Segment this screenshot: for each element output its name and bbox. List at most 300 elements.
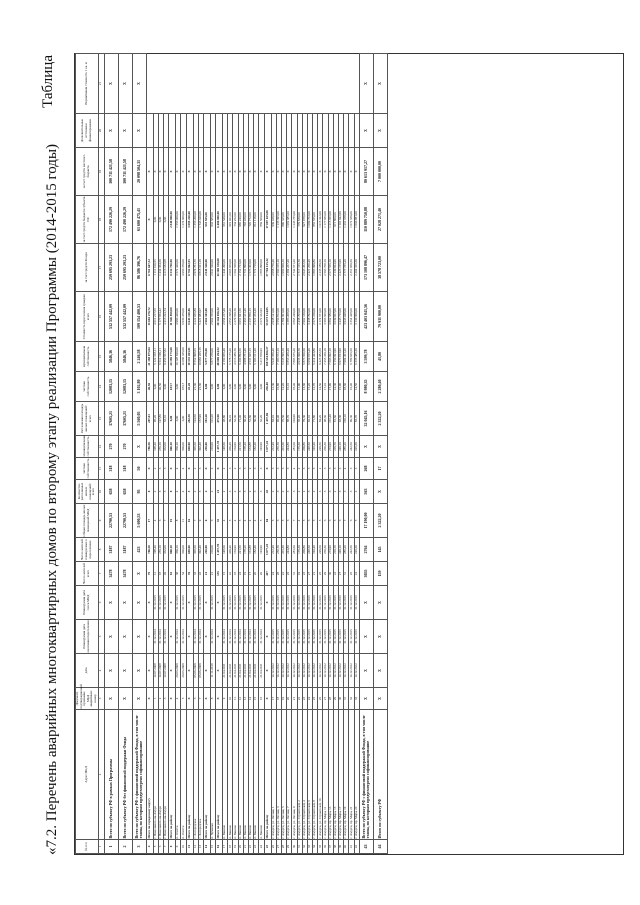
table-cell: 14 <box>249 688 254 710</box>
table-cell: 14.12.2012 <box>313 654 318 688</box>
table-cell: 10 <box>181 840 186 854</box>
table-cell: 4 <box>243 504 248 538</box>
table-cell: 698,00 <box>186 436 193 458</box>
table-cell: 0,00 <box>158 196 163 244</box>
table-cell: 4 616 380,70 <box>233 342 238 372</box>
table-cell: 5 877 270,00 <box>210 342 215 372</box>
table-cell: X <box>264 458 271 480</box>
table-cell: 18 <box>158 562 163 586</box>
table-cell: 7 696 092,10 <box>328 342 333 372</box>
table-cell: 14.12.2012 <box>297 654 302 688</box>
table-cell: 3 <box>243 458 248 480</box>
table-cell: 1 573 303,00 <box>249 244 254 292</box>
table-cell: 35 <box>216 504 223 538</box>
table-cell: 256,48 <box>264 372 271 402</box>
table-cell: 4 531 925,16 <box>249 342 254 372</box>
table-cell: 16 <box>216 840 223 854</box>
table-cell: 3 <box>228 480 233 504</box>
table-cell: 2 <box>313 480 318 504</box>
table-cell: 14.12.2012 <box>287 654 292 688</box>
table-cell: 9 <box>223 688 228 710</box>
table-cell: 4 <box>292 458 297 480</box>
table-cell: 274,90 <box>328 436 333 458</box>
column-header: за счет средств местного бюджета <box>76 148 99 196</box>
table-cell: Итого по району <box>264 710 271 840</box>
table-cell: 3 <box>276 480 281 504</box>
table-cell: 31.12.2014 <box>153 620 158 654</box>
table-cell: 31.12.2016 <box>318 586 323 620</box>
table-cell: 2 005 956,00 <box>228 244 233 292</box>
table-cell: 22 <box>281 562 286 586</box>
table-cell: 332,00 <box>163 436 168 458</box>
table-cell: г. Амурск, пр. Мира, 17 <box>339 710 344 840</box>
table-cell: 1 111 100,55 <box>153 244 158 292</box>
table-cell: 161,88 <box>249 436 254 458</box>
table-cell: 2 <box>302 480 307 504</box>
table-cell: 183,7 <box>181 372 186 402</box>
table-cell: 2 <box>318 458 323 480</box>
table-cell: 3478 <box>104 562 118 586</box>
table-cell: X <box>323 148 328 196</box>
table-cell: 2 <box>249 458 254 480</box>
table-cell: 5 417 819,96 <box>259 342 264 372</box>
table-cell: 14.07.2008 <box>153 654 158 688</box>
table-cell: X <box>359 620 373 654</box>
table-cell: п. Ванино <box>243 710 248 840</box>
table-cell: 3 <box>302 458 307 480</box>
table-cell: X <box>158 148 163 196</box>
table-cell: 5 <box>354 504 359 538</box>
table-cell: 38 <box>176 562 181 586</box>
table-cell: 0,00 <box>176 372 181 402</box>
table-cell: X <box>373 654 387 688</box>
table-cell: 32 <box>302 840 307 854</box>
table-cell: 104,90 <box>292 402 297 436</box>
column-number: 17 <box>98 244 104 292</box>
table-cell: 2 426 155,90 <box>339 244 344 292</box>
table-cell: г. Николаевск-на-Амуре <box>163 710 168 840</box>
table-cell: 285,20 <box>344 538 349 562</box>
table-cell: 193,90 <box>259 538 264 562</box>
table-cell: 21.04.2011 <box>249 654 254 688</box>
column-header: Дополнительные источники финансирования <box>76 114 99 148</box>
table-cell: 2 279 550,70 <box>233 292 238 342</box>
table-cell: 2 <box>354 480 359 504</box>
table-cell: 12 <box>238 688 243 710</box>
table-cell: 720 772,00 <box>249 196 254 244</box>
table-cell: 31.12.2016 <box>313 586 318 620</box>
table-cell: 563 <box>359 480 373 504</box>
column-header: Стоимость переселения граждан: всего <box>76 292 99 342</box>
table-cell: X <box>132 654 146 688</box>
table-cell: 971 800,00 <box>333 196 338 244</box>
table-cell: 14.07.2008 <box>158 654 163 688</box>
table-cell: г. Амурск, пр. Мира, 19 <box>344 710 349 840</box>
table-cell: 31.12.2015 <box>318 620 323 654</box>
table-cell: 8 <box>176 504 181 538</box>
table-cell: 96,20 <box>153 402 158 436</box>
table-cell: X <box>104 586 118 620</box>
table-cell: 4 990 420,00 <box>176 292 181 342</box>
table-cell: 249,10 <box>339 538 344 562</box>
table-cell: п. Ванино <box>259 710 264 840</box>
table-cell: 4 <box>146 840 153 854</box>
column-header: Расселяемая площадь жилых помещений: всего <box>76 402 99 436</box>
table-cell: 40,50 <box>158 372 163 402</box>
table-cell: 40,50 <box>146 372 153 402</box>
column-number: 18 <box>98 196 104 244</box>
column-number: 21 <box>98 54 104 114</box>
table-cell: 5 414 423,80 <box>313 342 318 372</box>
table-cell: 6 <box>158 504 163 538</box>
table-cell: 13,60 <box>302 372 307 402</box>
table-cell: 101,40 <box>328 402 333 436</box>
table-cell: 31.12.2016 <box>349 586 354 620</box>
table-cell: X <box>228 148 233 196</box>
table-cell: 17 <box>249 562 254 586</box>
table-cell: 22 <box>249 840 254 854</box>
table-cell: X <box>264 586 271 620</box>
table-cell: X <box>216 688 223 710</box>
table-cell: 21.04.2011 <box>254 654 259 688</box>
table-cell: 2 <box>210 480 215 504</box>
table-cell: 31.12.2016 <box>323 586 328 620</box>
table-cell: 22790,53 <box>118 504 132 538</box>
table-cell: 5 <box>153 840 158 854</box>
table-cell: X <box>233 148 238 196</box>
table-cell: 43,20 <box>186 372 193 402</box>
table-cell: 42 <box>354 840 359 854</box>
table-cell: 6 <box>349 504 354 538</box>
table-cell: п. Ванино <box>233 710 238 840</box>
table-cell: 1 444 290,00 <box>223 244 228 292</box>
table-cell: г. Амурск, ул. Строителей, 6 <box>307 710 312 840</box>
table-cell: 1 215 956,00 <box>328 196 333 244</box>
table-cell: X <box>287 148 292 196</box>
table-cell: 2 361 969,50 <box>349 244 354 292</box>
table-cell: 29 <box>333 688 338 710</box>
table-cell: 919 021,00 <box>228 196 233 244</box>
table-cell: 5 <box>238 504 243 538</box>
table-cell: 31.12.2016 <box>339 586 344 620</box>
table-cell: 3 354 428,00 <box>349 292 354 342</box>
table-cell: 31.12.2015 <box>297 620 302 654</box>
table-cell: 0,00 <box>259 372 264 402</box>
column-number: 20 <box>98 114 104 148</box>
table-cell: 21,60 <box>193 372 198 402</box>
table-cell: 266,30 <box>323 538 328 562</box>
table-cell: 1 731 890,00 <box>243 244 248 292</box>
table-cell: 14.12.2012 <box>333 654 338 688</box>
table-cell: 6 789 036,50 <box>349 342 354 372</box>
table-cell: 65,20 <box>297 402 302 436</box>
table-cell: 14.07.2008 <box>163 654 168 688</box>
table-cell: X <box>132 114 146 148</box>
table-cell: 242,50 <box>349 436 354 458</box>
table-cell: 33 <box>307 840 312 854</box>
table-cell: 9 643 120,86 <box>186 292 193 342</box>
table-cell: 31.12.2015 <box>349 620 354 654</box>
table-cell: 92 <box>169 562 176 586</box>
table-cell: 7 <box>292 504 297 538</box>
table-cell: 3 572 420,00 <box>176 244 181 292</box>
table-cell: X <box>203 458 210 480</box>
table-cell: 31.12.2014 <box>198 620 203 654</box>
table-cell: с. Богородское <box>198 710 203 840</box>
table-cell: X <box>132 620 146 654</box>
table-cell: 1 245 755,00 <box>292 196 297 244</box>
table-cell: Итого по субъекту РФ <box>373 710 387 840</box>
table-cell: 287,01 <box>146 402 153 436</box>
table-cell: 14.12.2012 <box>354 654 359 688</box>
table-cell: 5 <box>228 504 233 538</box>
table-cell: 318 <box>104 458 118 480</box>
table-cell: 80 613 917,27 <box>359 148 373 196</box>
table-cell: X <box>302 148 307 196</box>
table-cell: 14.12.2012 <box>281 654 286 688</box>
table-cell: 5 106 311,20 <box>254 342 259 372</box>
table-cell: г. Амурск, ул. Строителей, 8 <box>313 710 318 840</box>
table-cell: 226,30 <box>354 538 359 562</box>
table-cell: 33 <box>193 562 198 586</box>
table-cell: 9 <box>176 840 181 854</box>
table-cell: 11,90 <box>297 372 302 402</box>
table-cell: 4 222 036,89 <box>193 292 198 342</box>
table-cell: 31.12.2016 <box>302 586 307 620</box>
table-cell: 734 262,00 <box>233 196 238 244</box>
table-cell: 37605,21 <box>104 402 118 436</box>
table-cell: 2 384 237,40 <box>287 244 292 292</box>
table-cell: п. Ванино <box>223 710 228 840</box>
column-header: за счет средств Фонда <box>76 244 99 292</box>
table-cell: 14,50 <box>354 372 359 402</box>
table-cell: 43 <box>359 840 373 854</box>
table-cell: 33 <box>354 688 359 710</box>
table-cell: 3 438 792,00 <box>307 292 312 342</box>
table-cell: г. Амурск, пр. Мира, 15 <box>333 710 338 840</box>
table-cell: 20 098 504,31 <box>132 148 146 196</box>
table-cell: 3 <box>339 480 344 504</box>
rotated-document <box>40 45 630 865</box>
table-row <box>359 54 373 854</box>
table-cell: 4 <box>176 688 181 710</box>
table-cell: 2 043 452,60 <box>302 244 307 292</box>
table-cell: 198,40 <box>153 436 158 458</box>
table-cell: 500,00 <box>181 436 186 458</box>
table-cell: 0,00 <box>153 196 158 244</box>
table-cell: 100 711 421,58 <box>118 148 132 196</box>
table-cell: 0,00 <box>249 372 254 402</box>
table-cell: 79,30 <box>302 402 307 436</box>
table-cell: X <box>354 148 359 196</box>
table-cell: 25 <box>313 688 318 710</box>
table-cell: 7 <box>198 688 203 710</box>
table-cell: 15,80 <box>276 372 281 402</box>
table-cell: 54 <box>181 562 186 586</box>
table-cell: 164,90 <box>233 436 238 458</box>
table-cell: 31.12.2015 <box>259 586 264 620</box>
table-cell: 31.12.2014 <box>238 620 243 654</box>
table-cell: 2 235 189,50 <box>318 244 323 292</box>
table-cell: 21 188 075,04 <box>146 342 153 372</box>
table-cell: 786,50 <box>146 436 153 458</box>
table-cell: с. Богородское <box>193 710 198 840</box>
column-number: 5 <box>98 620 104 654</box>
table-cell: X <box>264 654 271 688</box>
table-cell: X <box>104 54 118 114</box>
table-cell: 285,20 <box>344 436 349 458</box>
table-cell: 3478 <box>118 562 132 586</box>
table-cell: X <box>216 148 223 196</box>
table-cell: 939 439,00 <box>271 196 276 244</box>
table-cell: 5 778 175,20 <box>228 342 233 372</box>
table-cell: 2 974 761,76 <box>193 244 198 292</box>
table-cell: 193,90 <box>259 436 264 458</box>
table-cell: 31.12.2015 <box>292 620 297 654</box>
table-cell: X <box>118 688 132 710</box>
table-cell: X <box>186 620 193 654</box>
table-cell: 127,80 <box>158 402 163 436</box>
table-cell: 10 982 205,16 <box>198 342 203 372</box>
table-cell: X <box>132 586 146 620</box>
table-cell: 256,70 <box>276 538 281 562</box>
table-cell: 21.04.2011 <box>223 654 228 688</box>
table-cell: 14,20 <box>281 372 286 402</box>
table-cell: 31.12.2015 <box>198 586 203 620</box>
table-cell: 6 792 862,95 <box>186 244 193 292</box>
table-cell: 20 <box>287 688 292 710</box>
column-number: 10 <box>98 480 104 504</box>
table-cell: 193,40 <box>313 436 318 458</box>
table-cell: 2 204 105,30 <box>354 244 359 292</box>
table-cell: Всего по субъекту РФ в рамках Программы <box>104 710 118 840</box>
table-cell: X <box>203 148 210 196</box>
table-cell: 2 <box>233 480 238 504</box>
table-cell: 12 <box>193 840 198 854</box>
table-cell <box>146 114 153 148</box>
table-cell: 2 041 520,00 <box>210 244 215 292</box>
table-cell: X <box>169 586 176 620</box>
table-cell: X <box>349 148 354 196</box>
table-cell: 21 <box>243 840 248 854</box>
table-cell: 658 <box>118 480 132 504</box>
table-cell: 25 <box>264 840 271 854</box>
table-cell: 53 673 124,05 <box>264 292 271 342</box>
table-cell: 16,40 <box>349 372 354 402</box>
table-cell: 11.11.2010 <box>210 654 215 688</box>
table-cell: 3 895 249,00 <box>292 292 297 342</box>
table-cell: г. Амурск, ул. Лесная, 3 <box>276 710 281 840</box>
table-cell: 1 135 595,00 <box>276 196 281 244</box>
table-cell: 2 521 474,20 <box>254 292 259 342</box>
table-cell: 15,20 <box>307 372 312 402</box>
table-cell: 31.12.2015 <box>339 620 344 654</box>
table-cell: 360,10 <box>176 538 181 562</box>
table-cell: 31.12.2016 <box>276 586 281 620</box>
table-cell: 37605,21 <box>118 402 132 436</box>
table-cell: 11 920 899,00 <box>169 292 176 342</box>
table-cell: 31.12.2015 <box>158 586 163 620</box>
table-cell: 3 550 812,00 <box>276 292 281 342</box>
table-cell: 3 <box>198 480 203 504</box>
table-cell: 855 555,00 <box>313 196 318 244</box>
table-cell: 2 463 411,40 <box>243 292 248 342</box>
table-cell: п. Ванино <box>249 710 254 840</box>
column-header: Число жителей всего <box>76 562 99 586</box>
table-cell: X <box>169 688 176 710</box>
table-cell: 2 068 770,40 <box>271 244 276 292</box>
table-cell: 31.12.2016 <box>307 586 312 620</box>
table-cell: 22790,53 <box>104 504 118 538</box>
table-cell: 29 <box>287 840 292 854</box>
table-cell: X <box>118 654 132 688</box>
table-cell: 109 154 400,53 <box>132 292 146 342</box>
table-cell: 5 <box>186 480 193 504</box>
table-cell: 124,60 <box>193 402 198 436</box>
column-header: Документ, подтверждающий признание МКД аварийным: номер <box>75 684 97 709</box>
table-cell: 3 <box>259 458 264 480</box>
table-cell: 1 015 322,00 <box>318 196 323 244</box>
table-cell: г. Амурск, ул. Лесная, 7 <box>287 710 292 840</box>
table-cell: 26 <box>349 562 354 586</box>
table-cell: 14.12.2012 <box>349 654 354 688</box>
table-cell: 8 <box>169 840 176 854</box>
table-cell: 206,40 <box>228 538 233 562</box>
table-cell: 62,20 <box>259 402 264 436</box>
table-cell: 18 <box>233 562 238 586</box>
table-cell: X <box>203 688 210 710</box>
table-cell: 1 177 956,00 <box>323 196 328 244</box>
table-cell: 24 <box>259 840 264 854</box>
table-cell: 14.12.2012 <box>302 654 307 688</box>
table-cell: 6 425 082,50 <box>318 342 323 372</box>
table-cell: 3 130 500,00 <box>354 292 359 342</box>
table-cell: 4 <box>176 480 181 504</box>
table-cell <box>264 114 271 148</box>
table-cell: 4 <box>153 504 158 538</box>
table-cell: 34 <box>313 840 318 854</box>
table-cell: 2 322,20 <box>373 504 387 538</box>
table-cell: 7 883 675,20 <box>292 342 297 372</box>
table-cell: 52,30 <box>233 402 238 436</box>
table-cell: 3 <box>307 480 312 504</box>
table-cell: 2 237 850,16 <box>249 292 254 342</box>
table-cell: 933 585,00 <box>203 196 210 244</box>
table-cell: 256,10 <box>158 436 163 458</box>
table-cell: 96,40 <box>276 402 281 436</box>
table-cell: 6 959 815,40 <box>307 342 312 372</box>
table-cell: 259 695 293,23 <box>104 244 118 292</box>
table-cell: 63,01 <box>163 402 168 436</box>
table-cell: 176,30 <box>297 436 302 458</box>
column-header: частная собственность <box>76 372 99 402</box>
table-cell: 24 189 175,00 <box>169 342 176 372</box>
table-cell: 43 <box>198 562 203 586</box>
header-row <box>76 54 99 854</box>
table-cell: 2 902 165,00 <box>210 292 215 342</box>
table-cell: X <box>359 688 373 710</box>
table-cell: 11 <box>233 688 238 710</box>
table-cell: 4 <box>297 504 302 538</box>
table-cell: 2 902 130,00 <box>302 292 307 342</box>
table-cell: 0,00 <box>216 372 223 402</box>
table-cell: 31.12.2015 <box>313 620 318 654</box>
table-cell: 12 <box>153 562 158 586</box>
table-cell: 14,50 <box>318 372 323 402</box>
table-cell: 94 <box>264 504 271 538</box>
table-cell: 2 938 141,00 <box>271 292 276 342</box>
table-cell: 210,00 <box>210 538 215 562</box>
